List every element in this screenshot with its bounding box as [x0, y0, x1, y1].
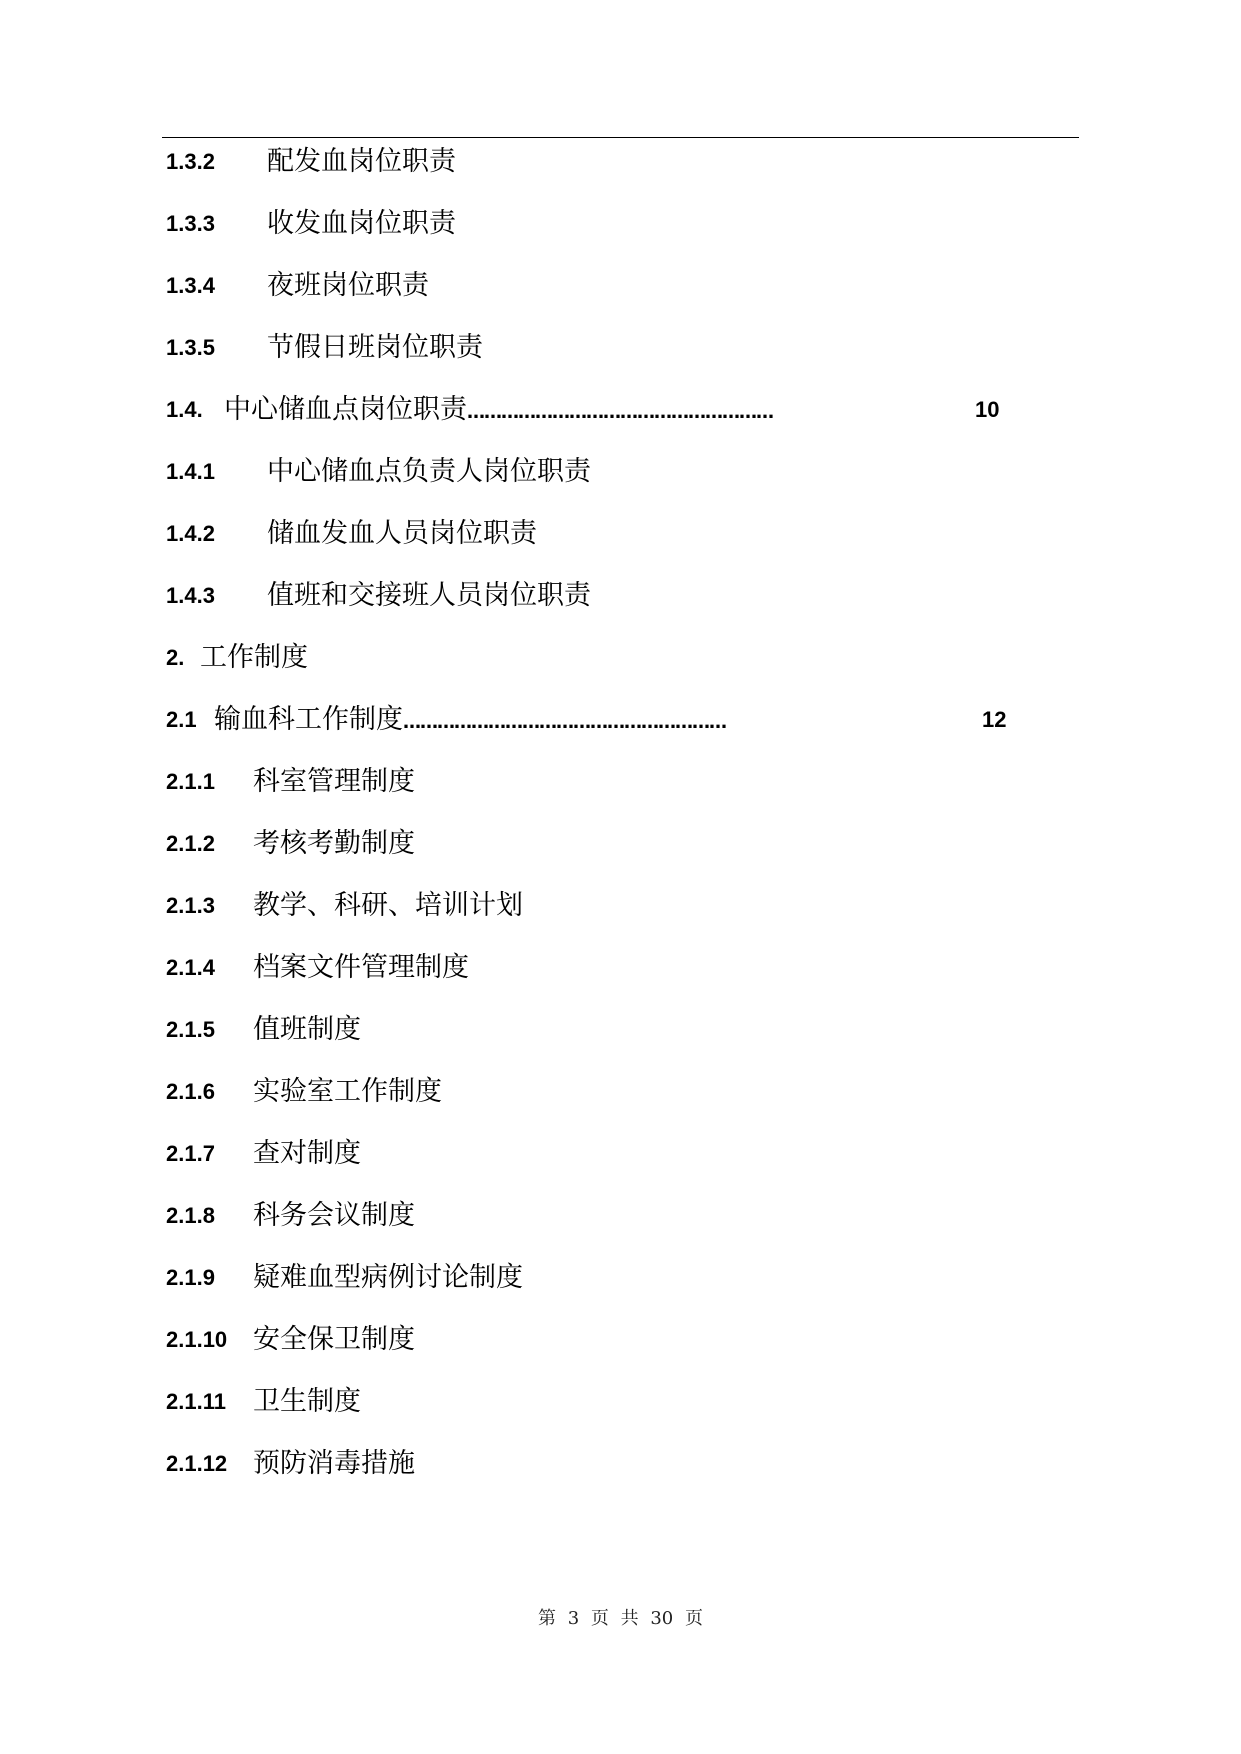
toc-entry: [0, 452, 1241, 492]
toc-entry-title: [267, 328, 483, 368]
toc-entry-number: 1.3.3: [166, 211, 215, 236]
toc-entry-number: 1.3.5: [166, 335, 215, 360]
toc-entry-title-text: 储血发血人员岗位职责: [267, 518, 537, 549]
toc-entry-number: 1.4.: [166, 397, 203, 422]
toc-entry-title-text: 节假日班岗位职责: [267, 332, 483, 363]
toc-entry-number: 1.4.1: [166, 459, 215, 484]
toc-entry-title: [253, 1072, 442, 1112]
toc-entry-title-text: 疑难血型病例讨论制度: [253, 1262, 523, 1293]
toc-entry-number: 2.1.12: [166, 1451, 228, 1476]
toc-entry-number: 2.1.9: [166, 1265, 215, 1290]
toc-entry-number: 2.1.2: [166, 831, 215, 856]
toc-entry-title: [253, 1134, 361, 1174]
toc-entry-title: [253, 886, 523, 926]
toc-entry-title: [253, 1196, 415, 1236]
toc-entry: [0, 328, 1241, 368]
toc-entry-title-text: 科务会议制度: [253, 1200, 415, 1231]
toc-entry-title-text: 卫生制度: [253, 1386, 361, 1417]
toc-entry-title: [253, 1258, 523, 1298]
toc-entry-title: [267, 266, 429, 306]
toc-entry-title-text: 实验室工作制度: [253, 1076, 442, 1107]
toc-entry-title-text: 考核考勤制度: [253, 828, 415, 859]
toc-entry: [0, 948, 1241, 988]
toc-entry-title-text: 配发血岗位职责: [267, 146, 456, 177]
toc-entry-number: 2.1.10: [166, 1327, 228, 1352]
toc-entry: [0, 762, 1241, 802]
toc-entry: [0, 1258, 1241, 1298]
toc-entry-title-text: 输血科工作制度: [214, 704, 403, 735]
toc-entry-title: [224, 390, 773, 433]
toc-entry-number: 2.1.6: [166, 1079, 215, 1104]
toc-entry-title: [267, 142, 456, 182]
toc-entry: [0, 1072, 1241, 1112]
toc-entry: [0, 1320, 1241, 1360]
toc-entry-number: 2.1: [166, 707, 197, 732]
toc-entry-title-text: 教学、科研、培训计划: [253, 890, 523, 921]
toc-entry-page-number: 12: [982, 707, 1007, 732]
toc-entry-title: [267, 204, 456, 244]
toc-entry-number: 2.1.11: [166, 1389, 226, 1414]
toc-entry-title-text: 安全保卫制度: [253, 1324, 415, 1355]
toc-entry-title-text: 中心储血点负责人岗位职责: [267, 456, 591, 487]
toc-entry-dot-leader: ………………………………………………: [467, 402, 773, 423]
toc-entry-number: 2.1.8: [166, 1203, 215, 1228]
toc-entry-number: 1.3.2: [166, 149, 215, 174]
toc-entry: [0, 390, 1241, 430]
toc-entry-number: 2.1.4: [166, 955, 215, 980]
toc-entry-number: 1.4.2: [166, 521, 215, 546]
toc-entry-title: [253, 1444, 415, 1484]
toc-entry: [0, 886, 1241, 926]
toc-entry-title-text: 收发血岗位职责: [267, 208, 456, 239]
page-footer: 第 3 页 共 30 页: [538, 1608, 703, 1629]
toc-entry-number: 1.3.4: [166, 273, 215, 298]
toc-entry-number: 2.: [166, 645, 185, 670]
toc-entry: [0, 1134, 1241, 1174]
toc-entry-dot-leader: …………………………………………………: [403, 712, 726, 733]
toc-entry-title: [200, 638, 308, 678]
toc-entry-title-text: 工作制度: [200, 642, 308, 673]
toc-entry: [0, 824, 1241, 864]
toc-entry-title-text: 科室管理制度: [253, 766, 415, 797]
toc-entry-title: [253, 1382, 361, 1422]
toc-entry: [0, 142, 1241, 182]
toc-entry-title: [253, 824, 415, 864]
toc-entry-title: [253, 1010, 361, 1050]
toc-entry-title-text: 值班制度: [253, 1014, 361, 1045]
toc-entry: [0, 1010, 1241, 1050]
toc-entry: [0, 1196, 1241, 1236]
toc-entry-title: [253, 762, 415, 802]
toc-entry-title-text: 夜班岗位职责: [267, 270, 429, 301]
toc-entry-page-number: 10: [975, 397, 1000, 422]
toc-entry-number: 2.1.7: [166, 1141, 215, 1166]
toc-entry-title-text: 查对制度: [253, 1138, 361, 1169]
toc-entry-title: [253, 1320, 415, 1360]
toc-entry: [0, 576, 1241, 616]
toc-entry-number: 1.4.3: [166, 583, 215, 608]
toc-entry-number: 2.1.3: [166, 893, 215, 918]
toc-entry-title-text: 值班和交接班人员岗位职责: [267, 580, 591, 611]
toc-entry-title: [267, 576, 591, 616]
toc-entry: [0, 1382, 1241, 1422]
toc-entry: [0, 700, 1241, 740]
toc-entry-title-text: 中心储血点岗位职责: [224, 394, 467, 425]
toc-entry: [0, 638, 1241, 678]
toc-entry: [0, 266, 1241, 306]
toc-entry-title-text: 档案文件管理制度: [253, 952, 469, 983]
toc-entry: [0, 1444, 1241, 1484]
toc-entry-title: [253, 948, 469, 988]
toc-entry-title: [214, 700, 726, 743]
toc-entry-number: 2.1.5: [166, 1017, 215, 1042]
toc-entry-title: [267, 514, 537, 554]
toc-entry-title-text: 预防消毒措施: [253, 1448, 415, 1479]
toc-entry-number: 2.1.1: [166, 769, 215, 794]
toc-entry: [0, 514, 1241, 554]
toc-entry-title: [267, 452, 591, 492]
toc-entry: [0, 204, 1241, 244]
